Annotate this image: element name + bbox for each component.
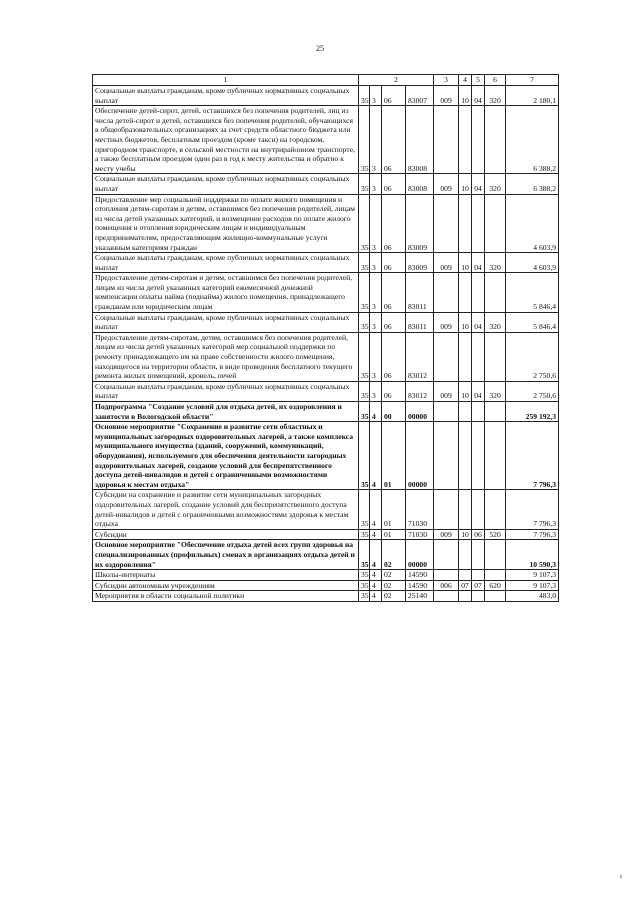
row-name: Социальные выплаты гражданам, кроме публичных нормативных социальных выплат (93, 174, 359, 194)
header-col-3: 3 (434, 75, 459, 86)
row-name: Социальные выплаты гражданам, кроме публичных нормативных социальных выплат (93, 253, 359, 273)
row-code-measure: 01 (382, 490, 406, 529)
row-code-program: 35 (359, 490, 370, 529)
row-code-direction: 83008 (406, 174, 434, 194)
row-grbs (434, 106, 459, 174)
row-code-direction: 25140 (406, 591, 434, 602)
table-body (93, 86, 559, 602)
row-grbs: 009 (434, 312, 459, 332)
row-expense-type (485, 194, 506, 253)
row-sum: 5 846,4 (506, 273, 559, 312)
row-expense-type (485, 490, 506, 529)
row-subsection: 07 (472, 580, 485, 591)
row-code-subprogram: 4 (370, 402, 382, 422)
row-section (459, 591, 472, 602)
row-grbs (434, 194, 459, 253)
table-header-row (93, 75, 559, 86)
row-code-subprogram: 4 (370, 580, 382, 591)
row-code-measure: 02 (382, 570, 406, 581)
table-row (93, 174, 559, 194)
header-col-1: 1 (93, 75, 359, 86)
table-row (93, 312, 559, 332)
row-code-program: 35 (359, 570, 370, 581)
header-col-4: 4 (459, 75, 472, 86)
header-col-2: 2 (359, 75, 434, 86)
header-col-7: 7 (506, 75, 559, 86)
row-section (459, 273, 472, 312)
row-code-program: 35 (359, 580, 370, 591)
header-col-5: 5 (472, 75, 485, 86)
table-row (93, 253, 559, 273)
row-name: Субсидии на сохранение и развитие сети муниципальных загородных оздоровительных лагерей, создание условий для беспрепятственного доступа детей-инвалидов и детей с ограниченными возможностями здоровья к местам отдыха (93, 490, 359, 529)
row-subsection (472, 490, 485, 529)
row-subsection: 06 (472, 529, 485, 540)
row-grbs (434, 332, 459, 381)
row-subsection (472, 540, 485, 570)
row-code-direction: 83009 (406, 194, 434, 253)
row-sum: 2 750,6 (506, 381, 559, 401)
row-expense-type (485, 106, 506, 174)
row-sum: 7 796,3 (506, 490, 559, 529)
row-code-measure: 00 (382, 402, 406, 422)
row-code-direction: 83011 (406, 273, 434, 312)
row-section (459, 490, 472, 529)
row-code-subprogram: 3 (370, 174, 382, 194)
row-code-program: 35 (359, 402, 370, 422)
row-section (459, 332, 472, 381)
row-code-measure: 06 (382, 332, 406, 381)
row-sum: 2 750,6 (506, 332, 559, 381)
row-code-direction: 83007 (406, 86, 434, 106)
table-row (93, 86, 559, 106)
row-code-program: 35 (359, 540, 370, 570)
row-sum: 259 192,3 (506, 402, 559, 422)
row-sum: 4 603,9 (506, 194, 559, 253)
row-code-program: 35 (359, 174, 370, 194)
row-sum: 9 107,3 (506, 570, 559, 581)
table-row (93, 591, 559, 602)
row-section (459, 402, 472, 422)
table-row (93, 529, 559, 540)
row-code-program: 35 (359, 332, 370, 381)
table-row (93, 381, 559, 401)
row-grbs (434, 591, 459, 602)
row-code-measure: 06 (382, 312, 406, 332)
row-section (459, 570, 472, 581)
row-sum: 4 603,9 (506, 253, 559, 273)
row-grbs: 009 (434, 529, 459, 540)
row-code-subprogram: 4 (370, 540, 382, 570)
row-expense-type (485, 591, 506, 602)
row-name: Предоставление детям-сиротам, детям, оставшимся без попечения родителей, лицам из числа детей указанных категорий мер социальной поддержки по ремонту принадлежащего им на праве собственности жилого помещения, находящегося на территории области, в виде проведения бесплатного текущего ремонта жилых помещений, кровель, печей (93, 332, 359, 381)
row-sum: 5 846,4 (506, 312, 559, 332)
row-code-direction: 83009 (406, 253, 434, 273)
row-code-subprogram: 3 (370, 106, 382, 174)
row-expense-type (485, 422, 506, 490)
row-code-measure: 06 (382, 194, 406, 253)
row-expense-type (485, 402, 506, 422)
row-grbs (434, 273, 459, 312)
row-code-direction: 00000 (406, 422, 434, 490)
table-row (93, 490, 559, 529)
row-grbs: 009 (434, 86, 459, 106)
row-section (459, 194, 472, 253)
row-code-program: 35 (359, 381, 370, 401)
row-grbs: 009 (434, 381, 459, 401)
row-section (459, 422, 472, 490)
row-section: 10 (459, 86, 472, 106)
row-name: Субсидии (93, 529, 359, 540)
row-code-subprogram: 3 (370, 86, 382, 106)
row-grbs (434, 490, 459, 529)
row-code-direction: 71030 (406, 490, 434, 529)
row-sum: 7 796,3 (506, 422, 559, 490)
row-code-subprogram: 4 (370, 529, 382, 540)
row-code-measure: 06 (382, 174, 406, 194)
row-subsection: 04 (472, 86, 485, 106)
row-sum: 483,0 (506, 591, 559, 602)
table-row (93, 106, 559, 174)
row-grbs: 009 (434, 174, 459, 194)
row-grbs (434, 402, 459, 422)
row-subsection (472, 422, 485, 490)
row-code-program: 35 (359, 591, 370, 602)
row-name: Социальные выплаты гражданам, кроме публичных нормативных социальных выплат (93, 86, 359, 106)
row-section (459, 106, 472, 174)
row-name: Обеспечение детей-сирот, детей, оставшихся без попечения родителей, лиц из числа детей-сирот и детей, оставшихся без попечения родителей, обучающихся в общеобразовательных организациях за счет средств областного бюджета или местных бюджетов, бесплатным проездом (кроме такси) на городском, пригородном транспорте, в сельской местности на внутрирайонном транспорте, а также бесплатным проездом один раз в год к месту жительства и обратно к месту учебы (93, 106, 359, 174)
row-expense-type (485, 332, 506, 381)
table-row (93, 570, 559, 581)
row-subsection (472, 273, 485, 312)
row-code-direction: 83008 (406, 106, 434, 174)
row-code-program: 35 (359, 106, 370, 174)
row-section: 10 (459, 253, 472, 273)
row-subsection (472, 332, 485, 381)
row-code-program: 35 (359, 422, 370, 490)
row-sum: 9 107,3 (506, 580, 559, 591)
header-col-6: 6 (485, 75, 506, 86)
row-section: 10 (459, 174, 472, 194)
row-code-subprogram: 3 (370, 312, 382, 332)
row-section: 10 (459, 312, 472, 332)
edge-mark: ı (620, 872, 622, 880)
row-code-direction: 71030 (406, 529, 434, 540)
row-grbs (434, 422, 459, 490)
row-code-program: 35 (359, 312, 370, 332)
row-code-subprogram: 4 (370, 570, 382, 581)
row-subsection (472, 570, 485, 581)
row-subsection: 04 (472, 253, 485, 273)
row-section: 07 (459, 580, 472, 591)
row-name: Основное мероприятие "Обеспечение отдыха детей всех групп здоровья на специализированных (профильных) сменах в организациях отдыха детей и их оздоровления" (93, 540, 359, 570)
row-expense-type: 620 (485, 580, 506, 591)
row-code-measure: 06 (382, 106, 406, 174)
row-expense-type: 320 (485, 86, 506, 106)
row-expense-type (485, 273, 506, 312)
row-expense-type: 320 (485, 312, 506, 332)
row-expense-type: 320 (485, 174, 506, 194)
row-code-direction: 83012 (406, 381, 434, 401)
row-grbs (434, 570, 459, 581)
row-code-subprogram: 4 (370, 490, 382, 529)
row-section: 10 (459, 529, 472, 540)
row-name: Социальные выплаты гражданам, кроме публичных нормативных социальных выплат (93, 312, 359, 332)
row-expense-type: 320 (485, 381, 506, 401)
row-code-direction: 83011 (406, 312, 434, 332)
row-code-measure: 06 (382, 381, 406, 401)
row-grbs (434, 540, 459, 570)
row-code-measure: 02 (382, 580, 406, 591)
row-subsection (472, 194, 485, 253)
row-code-direction: 00000 (406, 402, 434, 422)
row-expense-type: 320 (485, 253, 506, 273)
row-code-measure: 06 (382, 273, 406, 312)
row-sum: 7 796,3 (506, 529, 559, 540)
row-code-measure: 02 (382, 540, 406, 570)
budget-table (92, 74, 559, 602)
row-subsection: 04 (472, 174, 485, 194)
table-row (93, 580, 559, 591)
row-code-subprogram: 3 (370, 253, 382, 273)
row-subsection (472, 591, 485, 602)
row-code-subprogram: 4 (370, 422, 382, 490)
row-name: Подпрограмма "Создание условий для отдыха детей, их оздоровления и занятости в Вологодской области" (93, 402, 359, 422)
row-code-measure: 06 (382, 86, 406, 106)
table-row (93, 422, 559, 490)
row-code-subprogram: 3 (370, 194, 382, 253)
row-grbs: 006 (434, 580, 459, 591)
row-name: Основное мероприятие "Сохранение и развитие сети областных и муниципальных загородных оздоровительных лагерей, а также комплекса муниципального имущества (зданий, сооружений, коммуникаций, оборудования), используемого для обеспечения деятельности загородных оздоровительных лагерей, создание условий для беспрепятственного доступа детей-инвалидов и детей с ограниченными возможностями здоровья к местам отдыха" (93, 422, 359, 490)
row-code-measure: 01 (382, 529, 406, 540)
table-row (93, 402, 559, 422)
row-code-subprogram: 3 (370, 381, 382, 401)
row-subsection: 04 (472, 381, 485, 401)
row-code-subprogram: 3 (370, 273, 382, 312)
row-name: Предоставление мер социальной поддержки по оплате жилого помещения и отопления детям-сиротам и детям, оставшимся без попечения родителей, лицам из числа детей указанных категорий, и возмещение расходов по оплате жилого помещения и отопления юридическим лицам и индивидуальным предпринимателям, предоставляющим жилищно-коммунальные услуги указанным категориям граждан (93, 194, 359, 253)
row-grbs: 009 (434, 253, 459, 273)
row-name: Социальные выплаты гражданам, кроме публичных нормативных социальных выплат (93, 381, 359, 401)
row-code-direction: 14590 (406, 580, 434, 591)
row-name: Мероприятия в области социальной политики (93, 591, 359, 602)
row-code-subprogram: 4 (370, 591, 382, 602)
row-subsection: 04 (472, 312, 485, 332)
table-row (93, 273, 559, 312)
row-name: Предоставление детям-сиротам и детям, оставшимся без попечения родителей, лицам из числа детей указанных категорий ежемесячной денежной компенсации оплаты найма (поднайма) жилого помещения, принадлежащего гражданам или юридическим лицам (93, 273, 359, 312)
row-subsection (472, 106, 485, 174)
row-sum: 6 388,2 (506, 106, 559, 174)
row-code-program: 35 (359, 273, 370, 312)
table-row (93, 540, 559, 570)
row-subsection (472, 402, 485, 422)
page-number: 25 (316, 44, 324, 53)
row-code-subprogram: 3 (370, 332, 382, 381)
row-code-program: 35 (359, 194, 370, 253)
row-name: Школы-интернаты (93, 570, 359, 581)
row-expense-type (485, 540, 506, 570)
row-sum: 6 388,2 (506, 174, 559, 194)
row-section: 10 (459, 381, 472, 401)
row-code-measure: 06 (382, 253, 406, 273)
row-code-program: 35 (359, 253, 370, 273)
row-code-direction: 00000 (406, 540, 434, 570)
row-name: Субсидии автономным учреждениям (93, 580, 359, 591)
table-row (93, 194, 559, 253)
row-expense-type (485, 570, 506, 581)
row-code-direction: 83012 (406, 332, 434, 381)
row-expense-type: 520 (485, 529, 506, 540)
row-code-measure: 01 (382, 422, 406, 490)
row-code-measure: 02 (382, 591, 406, 602)
row-section (459, 540, 472, 570)
row-code-direction: 14590 (406, 570, 434, 581)
row-sum: 10 590,3 (506, 540, 559, 570)
row-code-program: 35 (359, 86, 370, 106)
table-row (93, 332, 559, 381)
row-code-program: 35 (359, 529, 370, 540)
row-sum: 2 180,1 (506, 86, 559, 106)
